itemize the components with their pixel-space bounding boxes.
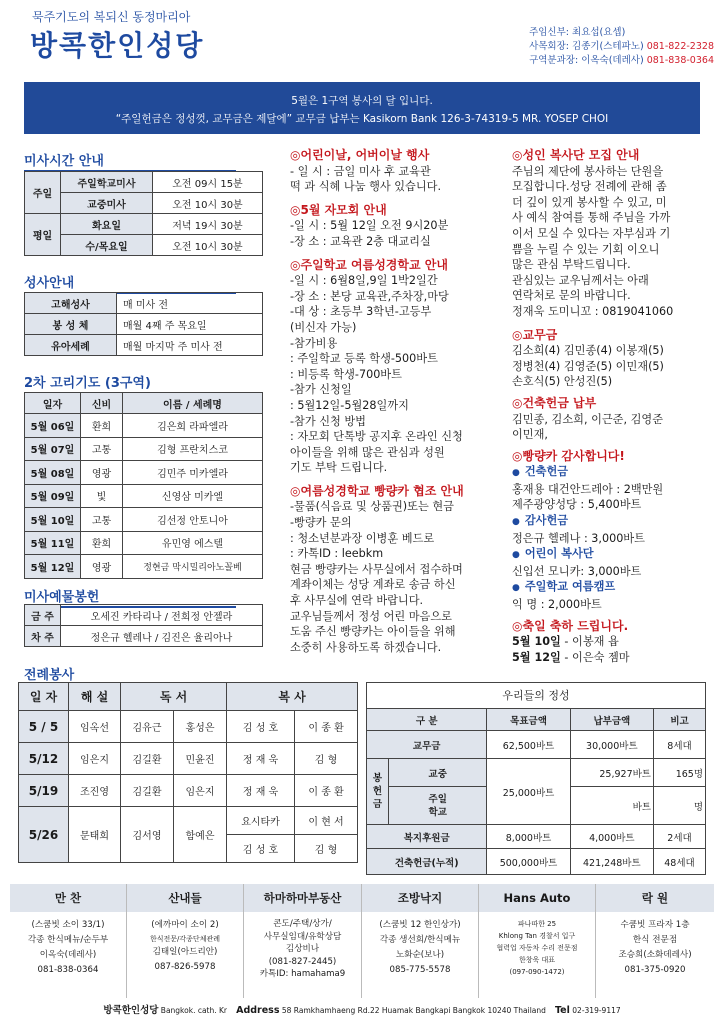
- duty-reader: 함예은: [174, 807, 227, 863]
- mothers-meeting-body: -일 시 : 5월 12일 오전 9시20분 -장 소 : 교육관 2층 대교리실: [290, 219, 449, 248]
- rosary-person: 김은희 라파엘라: [123, 414, 263, 438]
- money-label: 교무금: [367, 731, 487, 759]
- money-label: 복지후원금: [367, 825, 487, 849]
- sponsor-card: [10, 884, 127, 998]
- rosary-person: 김선정 안토니아: [123, 508, 263, 532]
- sponsor-info: 콘도/주택/상가/ 사무실임대/유학상담 김상비나 (081-827-2445) 카톡ID: hamahama9: [259, 919, 346, 979]
- dues-body: 김소희(4) 김민종(4) 이봉재(5) 정병천(4) 김영준(5) 이민재(5) 손호식(5) 안성진(5): [512, 344, 664, 389]
- duty-table: [18, 682, 358, 863]
- feast-title: ◎축일 축하 드립니다.: [512, 618, 629, 633]
- bible-school-title: ◎주일학교 여름성경학교 안내: [290, 257, 448, 272]
- thanks-item-head: ● 주일학교 여름캠프: [512, 579, 712, 597]
- rosary-date: 5월 11일: [25, 531, 81, 555]
- rosary-mystery: 고통: [81, 437, 123, 461]
- thanks-item-head: ● 어린이 복사단: [512, 546, 712, 564]
- rosary-header: 일자: [25, 393, 81, 414]
- feast-line: 5월 12일 - 이은숙 젬마: [512, 650, 630, 664]
- rosary-mystery: 영광: [81, 461, 123, 485]
- rosary-mystery: 환희: [81, 414, 123, 438]
- rosary-date: 5월 07일: [25, 437, 81, 461]
- offering-table: [24, 604, 263, 647]
- duty-date: 5 / 5: [19, 711, 69, 743]
- offering-label: 차 주: [25, 626, 61, 647]
- money-header: 비고: [654, 709, 706, 731]
- contact-district: 구역분과장: 이옥숙(데레사) 081-838-0364: [529, 55, 714, 66]
- duty-server: 이 종 환: [295, 775, 358, 807]
- sponsor-card: [244, 884, 362, 998]
- sponsor-info: 파나따한 25 Khlong Tan 경찰서 입구 협력업 자동차 수리 전문점 한창욱 대표 (097-090-1472): [496, 920, 578, 976]
- header: [0, 0, 724, 80]
- sponsor-card: [596, 884, 714, 998]
- duty-commentator: 조진영: [69, 775, 121, 807]
- rosary-table: [24, 392, 263, 579]
- contact-president: 사목회장: 김종기(스테파노) 081-822-2328: [529, 41, 714, 52]
- duty-reader: 김길환: [121, 775, 174, 807]
- money-note: 48세대: [654, 849, 706, 875]
- duty-server: 요시타카: [227, 807, 295, 835]
- money-label: 주일 학교: [389, 787, 487, 825]
- mass-time: 오전 10시 30분: [153, 235, 263, 256]
- rosary-date: 5월 08일: [25, 461, 81, 485]
- rosary-title: 2차 고리기도 (3구역): [24, 372, 236, 394]
- sponsor-card: [479, 884, 596, 998]
- thanks-item-head: ● 건축헌금: [512, 464, 712, 482]
- duty-server: 정 재 욱: [227, 775, 295, 807]
- duty-reader: 김유근: [121, 711, 174, 743]
- money-label: 교중: [389, 759, 487, 787]
- sacrament-desc: 매월 4째 주 목요일: [117, 314, 263, 335]
- money-paid: 바트: [570, 787, 653, 825]
- money-header: 목표금액: [487, 709, 570, 731]
- thanks-item-body: 홍재용 대건안드레아 : 2백만원 제주광양성당 : 5,400바트: [512, 482, 664, 512]
- sponsor-name: 산내들: [127, 884, 243, 912]
- sacrament-desc: 매월 마지막 주 미사 전: [117, 335, 263, 356]
- duty-server: 이 종 환: [295, 711, 358, 743]
- money-target: 8,000바트: [487, 825, 570, 849]
- rosary-mystery: 환희: [81, 531, 123, 555]
- money-label: 건축헌금(누적): [367, 849, 487, 875]
- money-note: 8세대: [654, 731, 706, 759]
- offering-title: 미사예물봉헌: [24, 586, 236, 608]
- mass-time: 저녁 19시 30분: [153, 214, 263, 235]
- notice-banner: [24, 82, 700, 134]
- support-body: -물품(식음료 및 상품권)또는 현금 -빵량카 문의 : 청소년분과장 이병훈 베드로 : 카톡ID : leebkm 현금 빵량카는 사무실에서 접수하며 계좌이체는 성당 계좌로 송금 하신 후 사무실에 연락 바랍니다. 교우님들께서 정성 어린 마음으로 도움 주신 빵량카는 아이들을 위해 소중히 사용하도록 하겠습니다.: [290, 500, 463, 654]
- sponsor-name: Hans Auto: [479, 884, 595, 912]
- rosary-person: 신영삼 미카엘: [123, 484, 263, 508]
- banner-line-1: 5월은 1구역 봉사의 달 입니다.: [291, 95, 433, 107]
- duty-header: 복 사: [227, 683, 358, 711]
- money-title: 우리들의 정성: [366, 682, 706, 708]
- sponsor-info: (스쿰빗 12 한인상가) 각종 생선회/한식메뉴 노화순(보나) 085-775-5578: [379, 920, 461, 975]
- duty-server: 김 형: [295, 835, 358, 863]
- thanks-item-body: 정은규 헬레나 : 3,000바트: [512, 531, 645, 545]
- mass-name: 주일학교미사: [61, 172, 153, 193]
- thanks-title: ◎빵량카 감사합니다!: [512, 448, 625, 463]
- money-target: 500,000바트: [487, 849, 570, 875]
- thanks-item-body: 익 명 : 2,000바트: [512, 598, 602, 612]
- sacrament-name: 봉 성 체: [25, 314, 117, 335]
- money-header: 구 분: [367, 709, 487, 731]
- mothers-meeting-title: ◎5월 자모회 안내: [290, 202, 387, 217]
- mass-time: 오전 09시 15분: [153, 172, 263, 193]
- duty-commentator: 임옥선: [69, 711, 121, 743]
- mass-group-weekday: 평일: [25, 214, 61, 256]
- address-line: 방콕한인성당 Bangkok. cath. Kr Address 58 Ramkhamhaeng Rd.22 Huamak Bangkapi Bangkok 10240 Thailand Tel 02-319-9117: [103, 1005, 621, 1016]
- money-note: 2세대: [654, 825, 706, 849]
- thanks-item-head: ● 감사헌금: [512, 513, 712, 531]
- rosary-header: 이름 / 세례명: [123, 393, 263, 414]
- altar-servers-title: ◎성인 복사단 모집 안내: [512, 148, 640, 162]
- mass-time: 오전 10시 30분: [153, 193, 263, 214]
- sacraments-table: [24, 292, 263, 356]
- rosary-mystery: 영광: [81, 555, 123, 579]
- sacraments-title: 성사안내: [24, 272, 236, 294]
- mass-name: 화요일: [61, 214, 153, 235]
- children-day-body: - 일 시 : 금일 미사 후 교육관 떡 과 식혜 나눔 행사 있습니다.: [290, 164, 442, 194]
- building-fund-body: 김민종, 김소희, 이근준, 김영준 이민재,: [512, 412, 664, 442]
- rosary-date: 5월 09일: [25, 484, 81, 508]
- duty-reader: 민윤진: [174, 743, 227, 775]
- duty-date: 5/12: [19, 743, 69, 775]
- church-subtitle: 묵주기도의 복되신 동정마리아: [32, 10, 191, 24]
- rosary-date: 5월 06일: [25, 414, 81, 438]
- duty-server: 이 현 서: [295, 807, 358, 835]
- rosary-person: 유민영 에스텔: [123, 531, 263, 555]
- sponsor-name: 조방낙지: [362, 884, 478, 912]
- sacrament-name: 고해성사: [25, 293, 117, 314]
- feast-line: 5월 10일 - 이봉재 욥: [512, 635, 619, 649]
- support-title: ◎여름성경학교 빵량카 협조 안내: [290, 483, 464, 498]
- duty-server: 김 성 호: [227, 711, 295, 743]
- duty-server: 김 성 호: [227, 835, 295, 863]
- mass-title: 미사시간 안내: [24, 150, 236, 172]
- money-header: 납부금액: [570, 709, 653, 731]
- sponsor-info: (스쿰빗 소이 33/1) 각종 한식메뉴/순두부 이옥숙(데레사) 081-838-0364: [27, 920, 109, 975]
- bible-school-body: -일 시 : 6월8일,9일 1박2일간 -장 소 : 본당 교육관,주차장,마당 -대 상 : 초등부 3학년-고등부 (비신자 가능) -참가비용 : 주일학교 등록 학생-500바트 : 비등록 학생-700바트 -참가 신청일 : 5월12일-5월28일까지 -참가 신청 방법 : 자모회 단톡방 공지후 온라인 신청 아이들을 위해 많은 관심과 성원 기도 부탁 드립니다.: [290, 274, 463, 475]
- duty-reader: 김서영: [121, 807, 174, 863]
- mass-name: 수/목요일: [61, 235, 153, 256]
- building-fund-title: ◎건축헌금 납부: [512, 395, 597, 410]
- offering-names: 오세진 카타리나 / 전희정 안젤라: [61, 605, 263, 626]
- duty-server: 정 재 욱: [227, 743, 295, 775]
- rosary-date: 5월 10일: [25, 508, 81, 532]
- money-paid: 30,000바트: [570, 731, 653, 759]
- thanks-item-body: 신입선 모니카: 3,000바트: [512, 564, 642, 578]
- duty-reader: 홍성은: [174, 711, 227, 743]
- duty-header: 해 설: [69, 683, 121, 711]
- offering-names: 정은규 헬레나 / 김진은 율리아나: [61, 626, 263, 647]
- money-group-label: 봉 헌 금: [367, 759, 389, 825]
- rosary-person: 김형 프란치스코: [123, 437, 263, 461]
- duty-reader: 임은지: [174, 775, 227, 807]
- money-paid: 25,927바트: [570, 759, 653, 787]
- duty-reader: 김길환: [121, 743, 174, 775]
- children-day-title: ◎어린이날, 어버이날 행사: [290, 148, 430, 162]
- contacts: [529, 26, 714, 68]
- offering-label: 금 주: [25, 605, 61, 626]
- duty-commentator: 문태희: [69, 807, 121, 863]
- duty-date: 5/26: [19, 807, 69, 863]
- contact-pastor: 주임신부: 최요섭(요셉): [529, 27, 626, 38]
- sponsor-name: 만 찬: [10, 884, 126, 912]
- sacrament-name: 유아세례: [25, 335, 117, 356]
- money-paid: 421,248바트: [570, 849, 653, 875]
- duty-header: 독 서: [121, 683, 227, 711]
- sponsor-name: 락 원: [596, 884, 714, 912]
- sponsor-info: 수쿰빗 프라자 1층 한식 전문점 조승희(소화데레사) 081-375-0920: [618, 920, 692, 975]
- money-target: 62,500바트: [487, 731, 570, 759]
- dues-title: ◎교무금: [512, 327, 558, 342]
- rosary-person: 정현금 막시밀리아노꼴베: [123, 555, 263, 579]
- sponsor-name: 하마하마부동산: [244, 884, 361, 912]
- sponsor-card: [362, 884, 479, 998]
- right-column: [512, 148, 712, 665]
- duty-date: 5/19: [19, 775, 69, 807]
- duty-header: 일 자: [19, 683, 69, 711]
- rosary-mystery: 빛: [81, 484, 123, 508]
- mass-group-sunday: 주일: [25, 172, 61, 214]
- middle-column: [290, 148, 508, 655]
- sponsor-card: [127, 884, 244, 998]
- money-target: 25,000바트: [487, 759, 570, 825]
- rosary-header: 신비: [81, 393, 123, 414]
- rosary-person: 김민주 미카엘라: [123, 461, 263, 485]
- altar-servers-body: 주님의 제단에 봉사하는 단원을 모집합니다.성당 전례에 관해 좀 더 깊이 있게 봉사할 수 있고, 미 사 예식 참여를 통해 주님을 가까 이서 모실 수 있다는 자부심과 기 쁨을 누릴 수 있는 기회 이오니 많은 관심 부탁드립니다. 관심있는 교우님께서는 아래 연락처로 문의 바랍니다. 정재욱 도미니꼬 : 0819041060: [512, 164, 674, 318]
- money-table: [366, 708, 706, 875]
- mass-name: 교중미사: [61, 193, 153, 214]
- money-note: 명: [654, 787, 706, 825]
- rosary-mystery: 고통: [81, 508, 123, 532]
- sacrament-desc: 매 미사 전: [117, 293, 263, 314]
- church-title: 방콕한인성당: [30, 29, 205, 62]
- money-note: 165명: [654, 759, 706, 787]
- mass-table: [24, 171, 263, 256]
- money-paid: 4,000바트: [570, 825, 653, 849]
- duty-server: 김 형: [295, 743, 358, 775]
- duty-commentator: 임은지: [69, 743, 121, 775]
- rosary-date: 5월 12일: [25, 555, 81, 579]
- duty-title: 전례봉사: [24, 668, 75, 683]
- banner-line-2: “주일헌금은 정성껏, 교무금은 제달에” 교무금 납부는 Kasikorn Bank 126-3-74319-5 MR. YOSEP CHOI: [115, 113, 609, 125]
- sponsor-info: (에까마이 소이 2) 한식전문/각종단체관례 김태일(아드리안) 087-826-5978: [150, 920, 220, 972]
